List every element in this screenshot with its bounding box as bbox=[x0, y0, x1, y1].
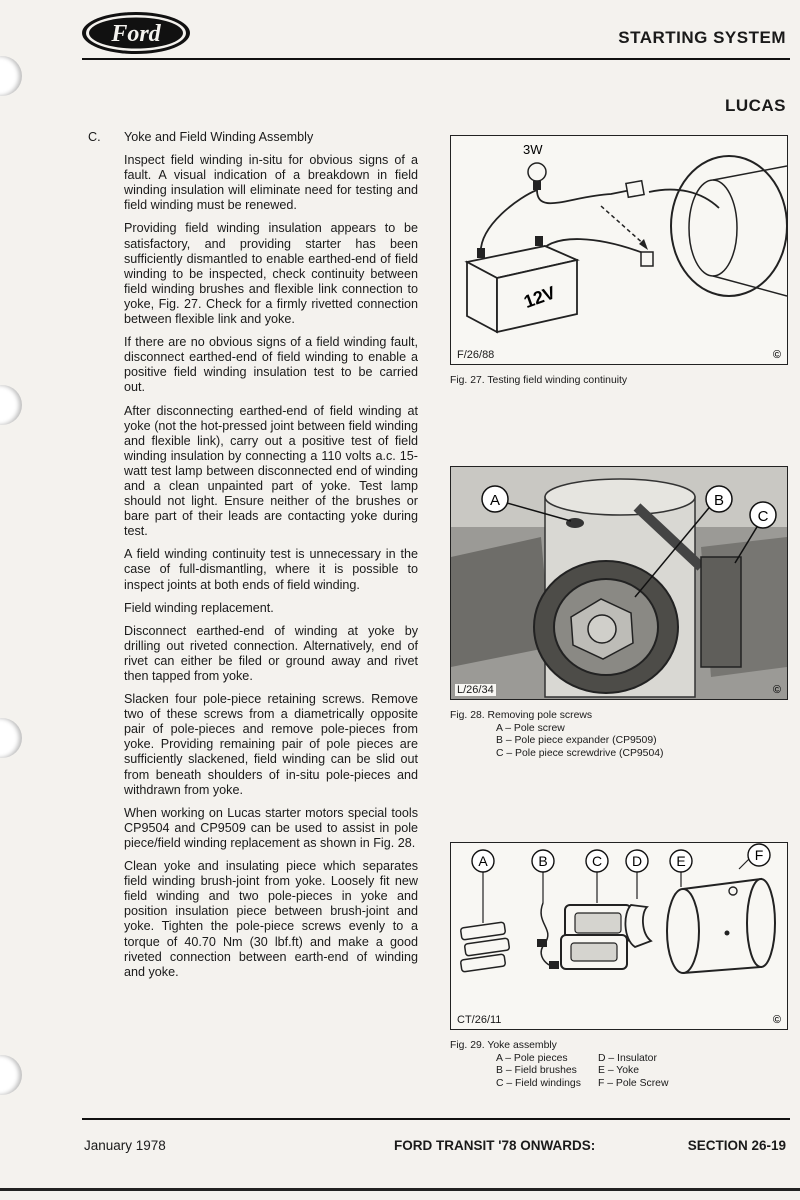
callout-b: B bbox=[713, 492, 725, 509]
copyright-mark: © bbox=[772, 349, 781, 361]
copyright-mark: © bbox=[772, 684, 781, 696]
subsection-title: LUCAS bbox=[724, 96, 786, 115]
paragraph: Disconnect earthed-end of winding at yoke by drilling out riveted connection. Alternatively, end of rivet can either be filed or ground away and rivet then tapped from yoke. bbox=[124, 623, 418, 683]
callout-a: A bbox=[478, 853, 488, 869]
figure-27 bbox=[450, 135, 788, 365]
legend-item: A – Pole pieces bbox=[496, 1052, 568, 1064]
pole-screw-photo bbox=[451, 467, 787, 699]
paragraph: Inspect field winding in-situ for obvious signs of a fault. A visual indication of a breakdown in field winding insulation will eliminate need for testing and field winding must be renewed. bbox=[124, 153, 418, 213]
footer-section: SECTION 26-19 bbox=[687, 1138, 786, 1153]
section-letter: C. bbox=[88, 130, 101, 144]
callout-d: D bbox=[631, 853, 643, 869]
section-heading-row bbox=[88, 130, 418, 145]
paragraph: If there are no obvious signs of a field winding fault, disconnect earthed-end of field winding to enable a positive field winding insulation test to be carried out. bbox=[124, 335, 418, 395]
ford-logo bbox=[80, 10, 192, 56]
caption-title: Fig. 27. Testing field winding continuity bbox=[450, 375, 628, 386]
paragraph: Providing field winding insulation appears to be satisfactory, and providing starter has been sufficiently dismantled to enable earthed-end of field winding to be inspected, check continuity between field winding brushes and flexible link connection to yoke, Fig. 27. Check for a firmly rivetted connection between flexible link and yoke. bbox=[124, 221, 418, 327]
callout-a: A bbox=[489, 492, 501, 509]
callout-c: C bbox=[757, 508, 769, 525]
callout-e: E bbox=[676, 853, 686, 869]
paragraph: Clean yoke and insulating piece which separates field winding brush-joint from yoke. Loosely fit new field winding and two pole-pieces in yoke and position insulation piece between brush-joint and yoke. Tighten the pole-piece screws evenly to a torque of 40.70 Nm (30 lbf.ft) and make a good riveted connection between earth-end of winding and yoke. bbox=[124, 859, 418, 979]
logo-text: Ford bbox=[111, 21, 161, 47]
caption-item: C – Pole piece screwdrive (CP9504) bbox=[496, 747, 664, 759]
figure-code: L/26/34 bbox=[457, 684, 494, 696]
footer-publication: FORD TRANSIT '78 ONWARDS: bbox=[394, 1138, 596, 1153]
legend-item: F – Pole Screw bbox=[598, 1077, 669, 1089]
legend-item: D – Insulator bbox=[598, 1052, 657, 1064]
caption-legend bbox=[450, 1053, 790, 1091]
callout-c: C bbox=[591, 853, 603, 869]
caption-title: Fig. 28. Removing pole screws bbox=[450, 710, 593, 721]
legend-item: B – Field brushes bbox=[496, 1065, 577, 1076]
paragraph: After disconnecting earthed-end of field winding at yoke (not the hot-pressed joint between field winding and flexible link), carry out a positive test of field winding insulation by connecting a 110 volts a.c. 15-watt test lamp between disconnected end of winding and a clean unpainted part of yoke. Test lamp should not light. Ensure neither of the brushes or bare part of their leads are contacting yoke during test. bbox=[124, 403, 418, 539]
battery-label: 12V bbox=[521, 282, 559, 313]
figure-28 bbox=[450, 466, 788, 700]
figure-29 bbox=[450, 842, 788, 1030]
header-divider bbox=[82, 58, 790, 60]
lamp-label: 3W bbox=[523, 142, 543, 157]
figure-code: CT/26/11 bbox=[457, 1014, 502, 1026]
caption-item: B – Pole piece expander (CP9509) bbox=[496, 735, 657, 746]
paragraph: Slacken four pole-piece retaining screws. Remove two of these screws from a diametrically opposite pair of pole-pieces and remove pole-pieces from yoke. Providing remaining pair of pole pieces are sufficiently slackened, field winding can be slid out from beneath shoulders of in-situ pole-pieces and withdrawn from yoke. bbox=[124, 692, 418, 797]
figure-code: F/26/88 bbox=[457, 349, 495, 361]
yoke-assembly-drawing bbox=[451, 843, 787, 1029]
paragraph: Field winding replacement. bbox=[124, 600, 274, 615]
figure-29-caption bbox=[450, 1040, 790, 1090]
figure-27-caption bbox=[450, 375, 790, 388]
paragraph: A field winding continuity test is unnecessary in the case of full-dismantling, where it is possible to inspect joints at both ends of field winding. bbox=[124, 547, 418, 592]
footer-date: January 1978 bbox=[84, 1138, 166, 1153]
continuity-test-drawing bbox=[451, 136, 787, 364]
section-title: STARTING SYSTEM bbox=[618, 28, 786, 47]
legend-item: E – Yoke bbox=[598, 1065, 640, 1076]
caption-title: Fig. 29. Yoke assembly bbox=[450, 1040, 557, 1051]
footer-divider bbox=[82, 1118, 790, 1120]
caption-item: A – Pole screw bbox=[496, 722, 565, 734]
body-text bbox=[88, 130, 418, 988]
callout-f: F bbox=[754, 847, 764, 863]
page-bottom-edge bbox=[0, 1188, 800, 1191]
callout-b: B bbox=[538, 853, 548, 869]
copyright-mark: © bbox=[772, 1014, 781, 1026]
section-heading: Yoke and Field Winding Assembly bbox=[124, 130, 314, 144]
paragraph: When working on Lucas starter motors special tools CP9504 and CP9509 can be used to assist in pole piece/field winding replacement as shown in Fig. 28. bbox=[124, 805, 418, 850]
legend-item: C – Field windings bbox=[496, 1077, 581, 1089]
figure-28-caption bbox=[450, 710, 790, 760]
